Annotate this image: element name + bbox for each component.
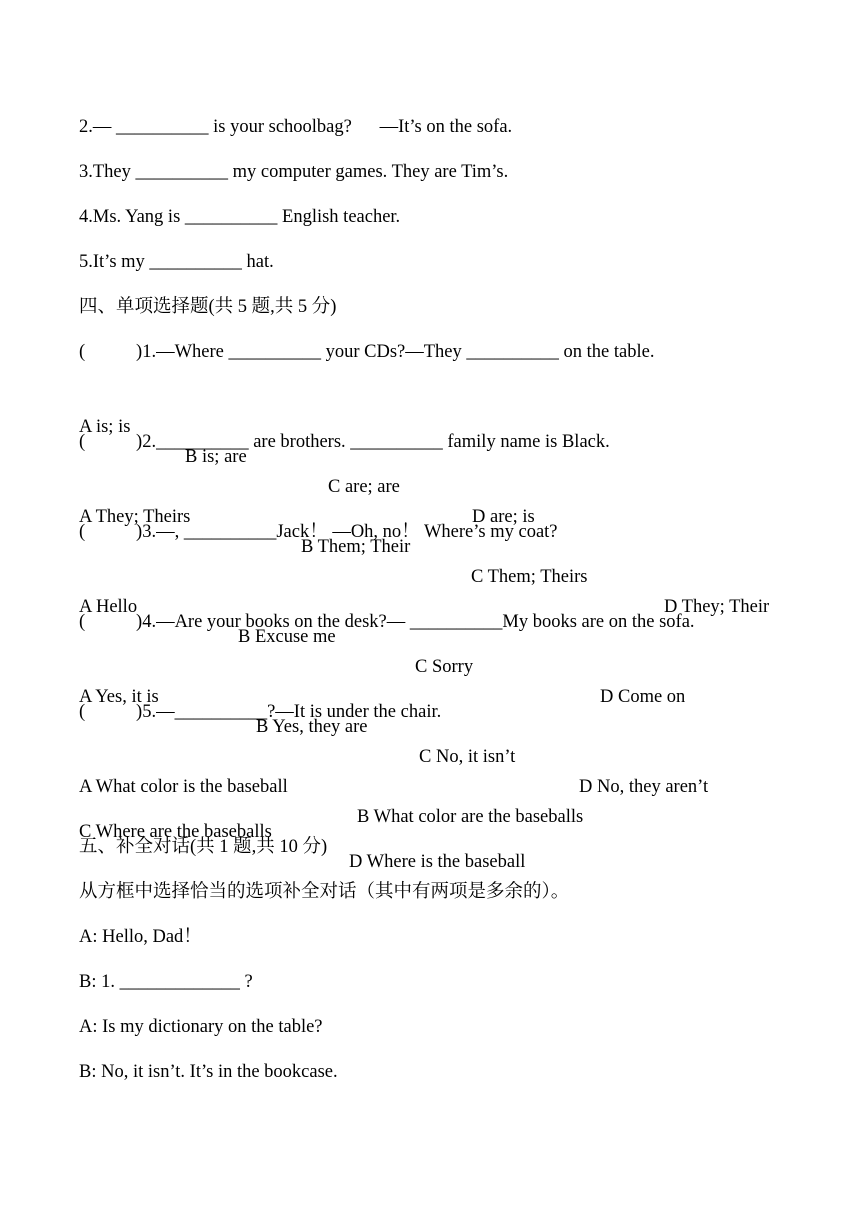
fill-in-question-5: 5.It’s my __________ hat. xyxy=(79,252,274,272)
section-5-instruction: 从方框中选择恰当的选项补全对话（其中有两项是多余的）。 xyxy=(79,882,570,902)
mc-q1-option-d: D are; is xyxy=(472,507,535,527)
dialogue-line-2: B: 1. _____________ ? xyxy=(79,972,253,992)
mc-q2-option-b: B Them; Their xyxy=(301,537,411,557)
fill-in-question-2: 2.— __________ is your schoolbag? —It’s on the sofa. xyxy=(79,117,513,137)
dialogue-line-4: B: No, it isn’t. It’s in the bookcase. xyxy=(79,1062,338,1082)
mc-q4-option-a: A Yes, it is xyxy=(79,687,159,707)
mc-q2-option-a: A They; Theirs xyxy=(79,507,191,527)
mc-q4-option-d: D No, they aren’t xyxy=(579,777,709,797)
fill-in-question-4: 4.Ms. Yang is __________ English teacher. xyxy=(79,207,401,227)
mc-q1-option-a: A is; is xyxy=(79,417,131,437)
mc-q4-option-b: B Yes, they are xyxy=(256,717,368,737)
mc-q5-option-a: A What color is the baseball xyxy=(79,777,288,797)
mc-question-2-stem: ( )2.__________ are brothers. __________ family name is Black. xyxy=(79,432,610,452)
mc-q5-option-c: C Where are the baseballs xyxy=(79,822,272,842)
mc-q2-option-c: C Them; Theirs xyxy=(471,567,588,587)
mc-q5-option-b: B What color are the baseballs xyxy=(357,807,584,827)
mc-question-4-stem: ( )4.—Are your books on the desk?— __________My books are on the sofa. xyxy=(79,612,695,632)
mc-q3-option-a: A Hello xyxy=(79,597,138,617)
fill-in-question-3: 3.They __________ my computer games. They are Tim’s. xyxy=(79,162,509,182)
mc-question-5-stem: ( )5.—__________?—It is under the chair. xyxy=(79,702,442,722)
section-4-heading: 四、单项选择题(共 5 题,共 5 分) xyxy=(79,297,337,317)
mc-q3-option-d: D Come on xyxy=(600,687,686,707)
mc-q2-option-d: D They; Their xyxy=(664,597,770,617)
mc-question-3-stem: ( )3.—, __________Jack！ —Oh, no！ Where’s my coat? xyxy=(79,522,558,542)
mc-q1-option-b: B is; are xyxy=(185,447,247,467)
mc-q5-option-d: D Where is the baseball xyxy=(349,852,526,872)
mc-q3-option-b: B Excuse me xyxy=(238,627,336,647)
section-5-heading: 五、补全对话(共 1 题,共 10 分) xyxy=(79,837,328,857)
mc-question-1-stem: ( )1.—Where __________ your CDs?—They __________ on the table. xyxy=(79,342,655,362)
mc-q1-option-c: C are; are xyxy=(328,477,400,497)
dialogue-line-1: A: Hello, Dad！ xyxy=(79,927,202,947)
mc-q4-option-c: C No, it isn’t xyxy=(419,747,516,767)
dialogue-line-3: A: Is my dictionary on the table? xyxy=(79,1017,323,1037)
mc-q3-option-c: C Sorry xyxy=(415,657,474,677)
